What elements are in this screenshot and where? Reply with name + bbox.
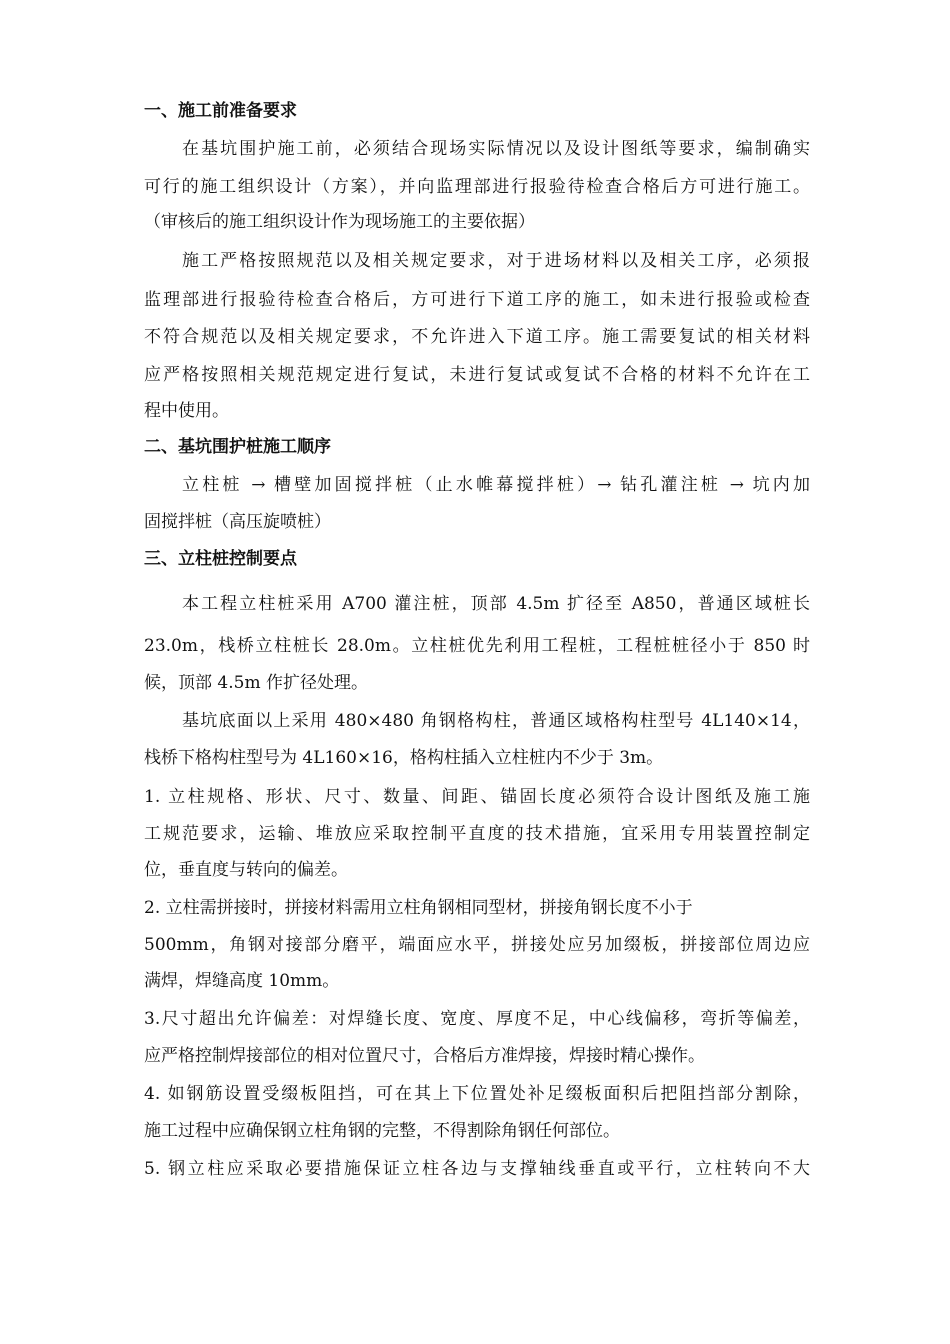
list-item-line: 位，垂直度与转向的偏差。 (144, 860, 348, 880)
paragraph-line: 立柱桩 → 槽壁加固搅拌桩（止水帷幕搅拌桩）→ 钻孔灌注桩 → 坑内加 (182, 475, 810, 495)
list-item-line: 500mm，角钢对接部分磨平，端面应水平，拼接处应另加缀板，拼接部位周边应 (144, 935, 810, 955)
paragraph-line: 候，顶部 4.5m 作扩径处理。 (144, 673, 368, 693)
list-item-line: 应严格控制焊接部位的相对位置尺寸，合格后方准焊接，焊接时精心操作。 (144, 1046, 705, 1066)
list-item-line: 满焊，焊缝高度 10mm。 (144, 971, 340, 991)
paragraph-line: 基坑底面以上采用 480×480 角钢格构柱，普通区域格构柱型号 4L140×14， (182, 711, 810, 731)
list-item-line: 工规范要求，运输、堆放应采取控制平直度的技术措施，宜采用专用装置控制定 (144, 824, 810, 844)
paragraph-line: 23.0m，栈桥立柱桩长 28.0m。立柱桩优先利用工程桩，工程桩桩径小于 850 时 (144, 636, 810, 656)
paragraph-line: 本工程立柱桩采用 A700 灌注桩，顶部 4.5m 扩径至 A850，普通区域桩长 (182, 594, 810, 614)
paragraph-line: 在基坑围护施工前，必须结合现场实际情况以及设计图纸等要求，编制确实 (182, 139, 810, 159)
list-item-line: 4. 如钢筋设置受缀板阻挡，可在其上下位置处补足缀板面积后把阻挡部分割除， (144, 1084, 810, 1104)
paragraph-line: 栈桥下格构柱型号为 4L160×16，格构柱插入立柱桩内不少于 3m。 (144, 748, 664, 768)
paragraph-line: 可行的施工组织设计（方案），并向监理部进行报验待检查合格后方可进行施工。 (144, 177, 810, 197)
paragraph-line: 应严格按照相关规范规定进行复试，未进行复试或复试不合格的材料不允许在工 (144, 365, 810, 385)
list-item-line: 5. 钢立柱应采取必要措施保证立柱各边与支撑轴线垂直或平行，立柱转向不大 (144, 1159, 810, 1179)
list-item-line: 施工过程中应确保钢立柱角钢的完整，不得割除角钢任何部位。 (144, 1121, 620, 1141)
list-item-line: 1. 立柱规格、形状、尺寸、数量、间距、锚固长度必须符合设计图纸及施工施 (144, 787, 810, 807)
list-item-line: 3.尺寸超出允许偏差：对焊缝长度、宽度、厚度不足，中心线偏移，弯折等偏差， (144, 1009, 810, 1029)
list-item-line: 2. 立柱需拼接时，拼接材料需用立柱角钢相同型材，拼接角钢长度不小于 (144, 898, 693, 918)
paragraph-line: 监理部进行报验待检查合格后，方可进行下道工序的施工，如未进行报验或检查 (144, 290, 810, 310)
paragraph-line: 施工严格按照规范以及相关规定要求，对于进场材料以及相关工序，必须报 (182, 251, 810, 271)
paragraph-line: 不符合规范以及相关规定要求，不允许进入下道工序。施工需要复试的相关材料 (144, 327, 810, 347)
section-heading: 一、施工前准备要求 (144, 101, 297, 121)
section-heading: 二、基坑围护桩施工顺序 (144, 437, 331, 457)
paragraph-line: 固搅拌桩（高压旋喷桩） (144, 512, 331, 532)
section-heading: 三、立柱桩控制要点 (144, 549, 297, 569)
paragraph-line: （审核后的施工组织设计作为现场施工的主要依据） (144, 212, 535, 232)
paragraph-line: 程中使用。 (144, 401, 229, 421)
